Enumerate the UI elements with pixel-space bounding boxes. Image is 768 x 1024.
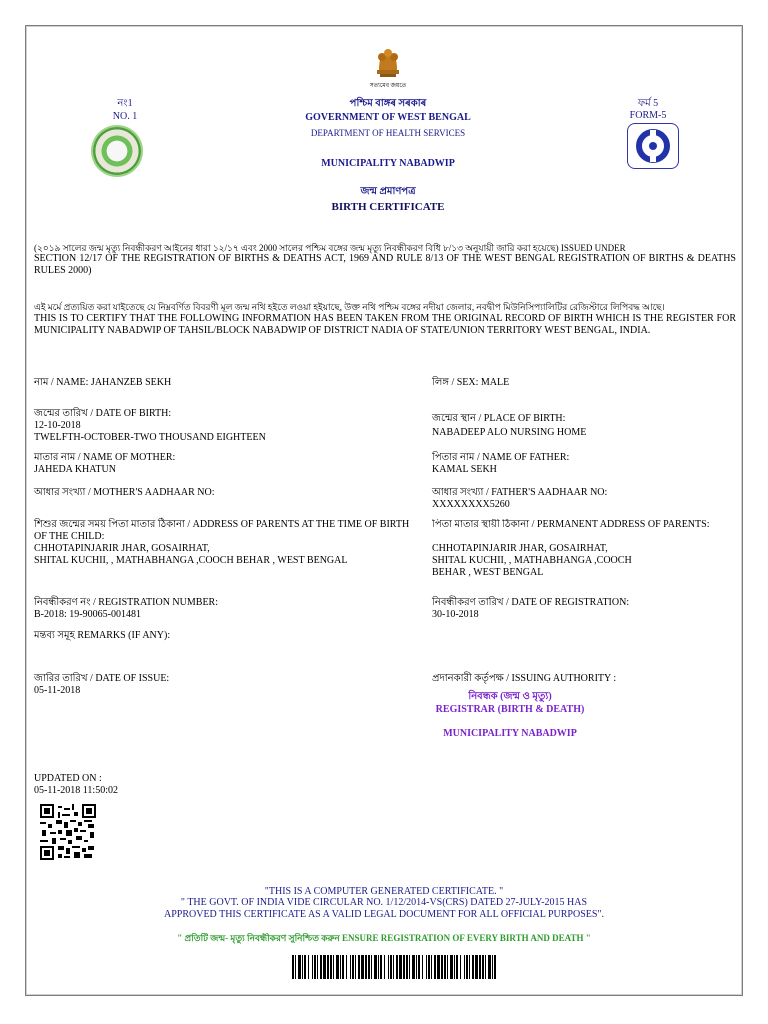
footer-line-3: APPROVED THIS CERTIFICATE AS A VALID LEGAL DOCUMENT FOR ALL OFFICIAL PURPOSES".: [163, 909, 605, 920]
authority-municipality: MUNICIPALITY NABADWIP: [443, 728, 577, 739]
gov-title: GOVERNMENT OF WEST BENGAL: [305, 112, 471, 123]
remarks-label: মন্তব্য সমূহ REMARKS (IF ANY):: [34, 630, 171, 641]
dob-label: জন্মের তারিখ / DATE OF BIRTH:: [34, 408, 172, 419]
registration-number-field: [34, 597, 414, 621]
intro-bengali: (২০১৯ সালের জন্ম মৃত্যু নিবন্ধীকরণ আইনের ধারা ১২/১৭ এবং 2000 সালের পশ্চিম বঙ্গের জন্ম মৃত্যু নিবন্ধীকরণ বিধি ৮/১৩ অনুযায়ী জারি করা হয়েছে) ISSUED UNDER: [34, 243, 626, 253]
mother-field: [34, 452, 414, 476]
address-birth-line1: CHHOTAPINJARIR JHAR, GOSAIRHAT,: [34, 543, 210, 554]
gov-title-bengali: পশ্চিম বাঙ্গৰ সৰকাৰ: [349, 98, 427, 109]
footer-line-2: " THE GOVT. OF INDIA VIDE CIRCULAR NO. 1/12/2014-VS(CRS) DATED 27-JULY-2015 HAS: [180, 897, 588, 908]
sex-value: MALE: [480, 377, 510, 388]
updated-value: 05-11-2018 11:50:02: [34, 785, 118, 796]
certificate-title-bengali: জন্ম প্রমাণপত্র: [360, 186, 416, 197]
barcode-icon: [292, 955, 501, 979]
certify-bengali: এই মর্মে প্রত্যয়িত করা যাইতেছে যে নিম্নবর্ণিত বিবরণী মূল জন্ম নথি হইতে লওয়া হইয়াছে, উক্ত নথি পশ্চিম বঙ্গের নদীয়া জেলার, নবদ্বীপ মিউনিসিপ্যালিটির রেজিস্টারে লিপিবদ্ধ আছে।: [34, 302, 665, 312]
address-permanent-field: [432, 519, 732, 579]
updated-field: [34, 773, 234, 797]
dob-field: [34, 408, 414, 444]
sex-label: লিঙ্গ / SEX:: [432, 377, 479, 388]
issuing-authority-label: প্রদানকারী কর্তৃপক্ষ / ISSUING AUTHORITY :: [432, 673, 617, 684]
registration-date-field: [432, 597, 732, 621]
west-bengal-logo-icon: [93, 127, 141, 175]
father-aadhaar-value: XXXXXXXX5260: [432, 499, 510, 510]
father-value: KAMAL SEKH: [432, 464, 497, 475]
name-value: JAHANZEB SEKH: [90, 377, 172, 388]
father-aadhaar-field: [432, 487, 732, 511]
address-birth-line2: SHITAL KUCHII, , MATHABHANGA ,COOCH BEHAR , WEST BENGAL: [34, 555, 348, 566]
sex-field: [432, 377, 509, 389]
health-services-logo-icon: [627, 123, 679, 169]
issue-date-value: 05-11-2018: [34, 685, 81, 696]
pob-value: NABADEEP ALO NURSING HOME: [432, 427, 587, 438]
registration-date-label: নিবন্ধীকরণ তারিখ / DATE OF REGISTRATION:: [432, 597, 630, 608]
registration-date-value: 30-10-2018: [432, 609, 479, 620]
mother-value: JAHEDA KHATUN: [34, 464, 116, 475]
intro-text: SECTION 12/17 OF THE REGISTRATION OF BIRTHS & DEATHS ACT, 1969 AND RULE 8/13 OF THE WEST BENGAL REGISTRATION OF BIRTHS & DEATHS RULES 2000): [34, 253, 736, 276]
issue-date-field: [34, 673, 414, 697]
address-permanent-line2: SHITAL KUCHII, , MATHABHANGA ,COOCH: [432, 555, 632, 566]
pob-label: জন্মের স্থান / PLACE OF BIRTH:: [432, 413, 566, 424]
mother-label: মাতার নাম / NAME OF MOTHER:: [34, 452, 176, 463]
form-label: FORM-5: [629, 110, 667, 121]
name-field: [34, 377, 171, 389]
address-birth-label: শিশুর জন্মের সময় পিতা মাতার ঠিকানা / ADDRESS OF PARENTS AT THE TIME OF BIRTH OF THE CHILD:: [34, 519, 410, 542]
department-title: DEPARTMENT OF HEALTH SERVICES: [310, 128, 466, 138]
address-permanent-label: পিতা মাতার স্থায়ী ঠিকানা / PERMANENT ADDRESS OF PARENTS:: [432, 519, 710, 530]
dob-value: 12-10-2018: [34, 420, 81, 431]
address-birth-field: [34, 519, 424, 567]
pob-field: [432, 413, 732, 439]
issue-date-label: জারির তারিখ / DATE OF ISSUE:: [34, 673, 170, 684]
national-emblem-icon: [368, 46, 408, 84]
certify-text: THIS IS TO CERTIFY THAT THE FOLLOWING INFORMATION HAS BEEN TAKEN FROM THE ORIGINAL RECORD OF BIRTH WHICH IS THE REGISTER FOR MUNICIPALITY NABADWIP OF TAHSIL/BLOCK NABADWIP OF DISTRICT NADIA OF STATE/UNION TERRITORY WEST BENGAL, INDIA.: [34, 313, 736, 336]
municipality-title: MUNICIPALITY NABADWIP: [321, 158, 455, 169]
father-aadhaar-label: আধার সংখ্যা / FATHER'S AADHAAR NO:: [432, 487, 608, 498]
authority-bengali: নিবন্ধক (জন্ম ও মৃত্যু): [468, 691, 552, 702]
mother-aadhaar-label: আধার সংখ্যা / MOTHER'S AADHAAR NO:: [34, 487, 215, 498]
address-permanent-line3: BEHAR , WEST BENGAL: [432, 567, 544, 578]
form-label-bengali: ফর্ম 5: [637, 98, 659, 109]
dob-words: TWELFTH-OCTOBER-TWO THOUSAND EIGHTEEN: [34, 432, 266, 443]
footer-line-1: "THIS IS A COMPUTER GENERATED CERTIFICATE. ": [264, 886, 504, 897]
emblem-caption: সত্যমেব জয়তে: [369, 83, 407, 89]
number-label: NO. 1: [112, 111, 138, 122]
father-label: পিতার নাম / NAME OF FATHER:: [432, 452, 570, 463]
father-field: [432, 452, 732, 476]
address-permanent-line1: CHHOTAPINJARIR JHAR, GOSAIRHAT,: [432, 543, 608, 554]
registration-number-value: B-2018: 19-90065-001481: [34, 609, 141, 620]
certificate-title: BIRTH CERTIFICATE: [331, 201, 445, 213]
number-label-bengali: নং1: [117, 98, 133, 109]
authority-title: REGISTRAR (BIRTH & DEATH): [435, 704, 585, 715]
name-label: নাম / NAME:: [34, 377, 89, 388]
mother-aadhaar-field: [34, 487, 414, 499]
qr-code-icon: [40, 804, 96, 860]
updated-label: UPDATED ON :: [34, 773, 102, 784]
registration-number-label: নিবন্ধীকরণ নং / REGISTRATION NUMBER:: [34, 597, 218, 608]
footer-slogan: " প্রতিটি জন্ম- মৃত্যু নিবন্ধীকরণ সুনিশ্চিত করুন ENSURE REGISTRATION OF EVERY BIRTH AND DEATH ": [177, 933, 591, 943]
